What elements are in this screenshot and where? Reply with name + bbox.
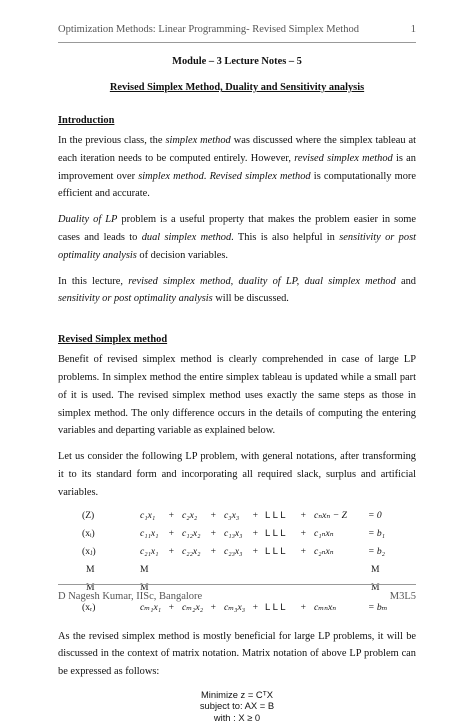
revised-paragraph-3: As the revised simplex method is mostly beneficial for large LP problems, it will be discussed in the context of matrix notation. Matrix notation of above LP problem can be expressed as follows:	[58, 630, 416, 678]
matrix-formulation	[58, 689, 416, 723]
equation-row: (xᵣ) cₘ₁x₁ + cₘ₂x₂ + cₘ₃x₃ + L L L + cₘₙxₙ = bₘ	[82, 601, 388, 613]
intro-paragraph-1: In the previous class, the simplex method was discussed where the simplex tableau at each iteration needs to be computed entirely. However, revised simplex method is an improvement over simplex method. Revised simplex method is computationally more efficient and accurate.	[58, 135, 416, 200]
module-title: Module – 3 Lecture Notes – 5	[172, 56, 302, 67]
header-rule	[58, 42, 416, 43]
matrix-constraint: subject to: AX = B	[199, 700, 275, 712]
matrix-nonneg: with : X ≥ 0	[213, 711, 261, 723]
footer-code: M3L5	[389, 591, 416, 602]
page-header	[58, 24, 416, 40]
header-title: Optimization Methods: Linear Programming- Revised Simplex Method	[58, 24, 359, 35]
revised-heading: Revised Simplex method	[58, 334, 168, 346]
equation-row: M M M	[86, 563, 380, 575]
equation-row: (xᵢ) c₁₁x₁ + c₁₂x₂ + c₁₃x₃ + L L L + c₁ₙxₙ = b₁	[82, 527, 386, 539]
page-body	[58, 52, 416, 723]
equation-system	[58, 510, 416, 622]
matrix-objective: Minimize z = CᵀX	[200, 688, 274, 700]
intro-paragraph-2: Duality of LP problem is a useful property that makes the problem easier in some cases and leads to dual simplex method. This is also helpful in sensitivity or post optimality analysis of decision variables.	[58, 214, 416, 261]
equation-row: M M M	[86, 581, 380, 593]
equation-row: (Z) c₁x₁ + c₂x₂ + c₃x₃ + L L L + cₙxₙ − Z = 0	[82, 509, 382, 521]
intro-paragraph-3: In this lecture, revised simplex method, duality of LP, dual simplex method and sensitivity or post optimality analysis will be discussed.	[58, 275, 416, 305]
intro-heading: Introduction	[58, 115, 115, 126]
header-page-number: 1	[410, 24, 416, 35]
revised-paragraph-1: Benefit of revised simplex method is clearly comprehended in case of large LP problems. In simplex method the entire simplex tableau is updated while a small part of it is used. The revised simplex method uses exactly the same steps as those in simplex method. The only difference occurs in the details of computing the entering variables and departing variable as explained below.	[58, 354, 416, 437]
footer-rule	[58, 584, 416, 585]
revised-paragraph-2: Let us consider the following LP problem, with general notations, after transforming it to its standard form and incorporating all required slack, surplus and artificial variables.	[58, 451, 416, 498]
lecture-title: Revised Simplex Method, Duality and Sensitivity analysis	[109, 82, 365, 93]
footer-author: D Nagesh Kumar, IISc, Bangalore	[58, 591, 203, 602]
equation-row: (xⱼ) c₂₁x₁ + c₂₂x₂ + c₂₃x₃ + L L L + c₂ₙxₙ = b₂	[82, 545, 386, 557]
